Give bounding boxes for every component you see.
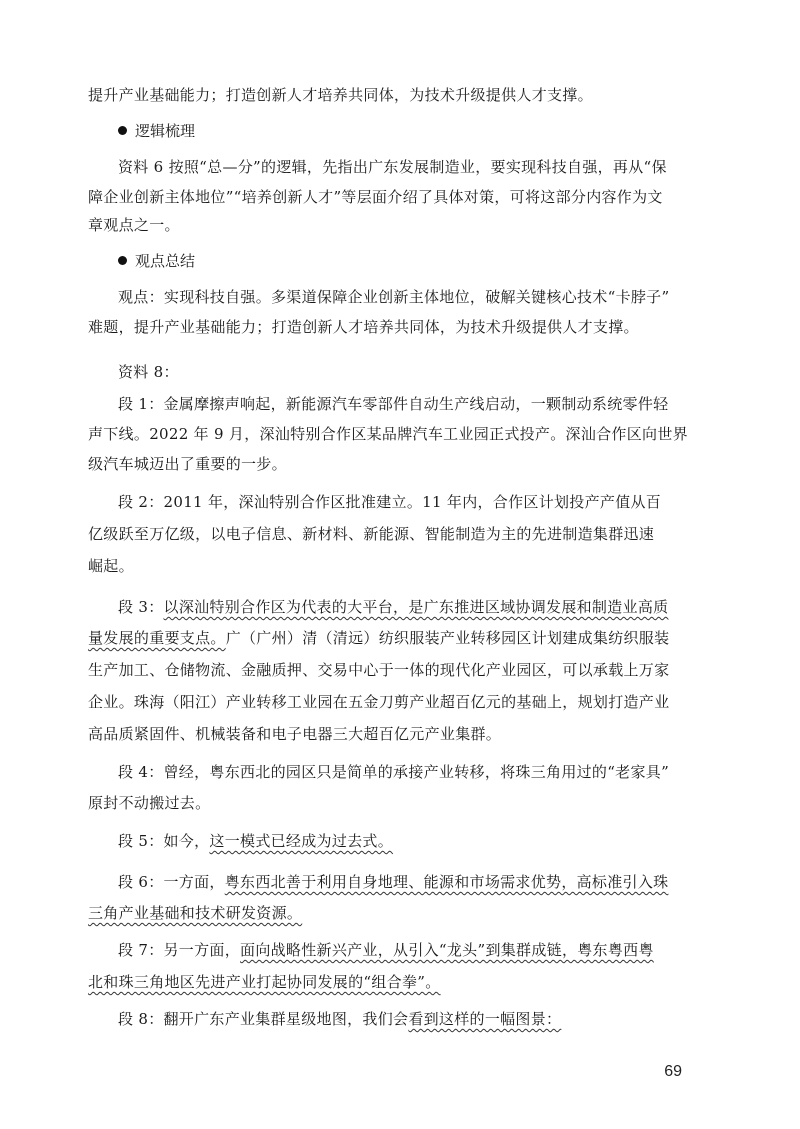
paragraph-1-line: 段 1：金属摩擦声响起，新能源汽车零部件自动生产线启动，一颗制动系统零件轻 bbox=[118, 395, 669, 413]
text-line: 资料 6 按照“总—分”的逻辑，先指出广东发展制造业，要实现科技自强，再从“保 bbox=[118, 158, 667, 176]
heading-label: 逻辑梳理 bbox=[135, 122, 196, 140]
underlined-text: 量发展的重要支点。 bbox=[88, 629, 226, 647]
paragraph-4-line: 原封不动搬过去。 bbox=[88, 794, 211, 812]
paragraph-7-line bbox=[118, 939, 708, 961]
text-line: 观点：实现科技自强。多渠道保障企业创新主体地位，破解关键核心技术“卡脖子” bbox=[118, 288, 670, 306]
text-line: 障企业创新主体地位”“培养创新人才”等层面介绍了具体对策，可将这部分内容作为文 bbox=[88, 188, 663, 206]
paragraph-3-line: 高品质紧固件、机械装备和电子电器三大超百亿元产业集群。 bbox=[88, 725, 502, 743]
text-line: 难题，提升产业基础能力；打造创新人才培养共同体，为技术升级提供人才支撑。 bbox=[88, 318, 639, 336]
section-heading-summary bbox=[118, 250, 195, 272]
paragraph-3-line bbox=[118, 596, 708, 618]
underlined-text: 北和珠三角地区先进产业打起协同发展的“组合拳”。 bbox=[88, 973, 441, 991]
page-number: 69 bbox=[664, 1063, 682, 1080]
paragraph-7-line bbox=[88, 971, 708, 993]
paragraph-8-line bbox=[118, 1008, 708, 1030]
paragraph-5-line bbox=[118, 830, 708, 852]
underlined-text: 面向战略性新兴产业，从引入“龙头”到集群成链，粤东粤西粤 bbox=[240, 941, 654, 959]
underlined-text: 三角产业基础和技术研发资源。 bbox=[88, 904, 303, 922]
bullet-icon bbox=[118, 256, 127, 265]
paragraph-4-line: 段 4：曾经，粤东西北的园区只是简单的承接产业转移，将珠三角用过的“老家具” bbox=[118, 763, 670, 781]
underlined-text: 看到这样的一幅图景： bbox=[408, 1010, 562, 1028]
material-heading: 资料 8： bbox=[118, 363, 179, 381]
bullet-icon bbox=[118, 126, 127, 135]
plain-text: 段 6：一方面， bbox=[118, 873, 225, 891]
paragraph-1-line: 级汽车城迈出了重要的一步。 bbox=[88, 455, 287, 473]
paragraph-3-line: 生产加工、仓储物流、金融质押、交易中心于一体的现代化产业园区，可以承载上万家 bbox=[88, 661, 670, 679]
paragraph-6-line bbox=[118, 871, 708, 893]
paragraph-2-line: 亿级跃至万亿级，以电子信息、新材料、新能源、智能制造为主的先进制造集群迅速 bbox=[88, 525, 655, 543]
paragraph-label: 段 3： bbox=[118, 598, 164, 616]
plain-text: 段 7：另一方面， bbox=[118, 941, 241, 959]
underlined-text: 这一模式已经成为过去式。 bbox=[209, 832, 394, 850]
text-line: 提升产业基础能力；打造创新人才培养共同体，为技术升级提供人才支撑。 bbox=[88, 86, 593, 104]
underlined-text: 粤东西北善于利用自身地理、能源和市场需求优势，高标准引入珠 bbox=[224, 873, 669, 891]
plain-text: 段 5：如今， bbox=[118, 832, 210, 850]
plain-text: 段 8：翻开广东产业集群星级地图，我们会 bbox=[118, 1010, 409, 1028]
plain-text: 广（广州）清（清远）纺织服装产业转移园区计划建成集纺织服装 bbox=[225, 629, 670, 647]
paragraph-2-line: 段 2：2011 年，深汕特别合作区批准建立。11 年内，合作区计划投产产值从百 bbox=[118, 493, 662, 511]
paragraph-3-line: 企业。珠海（阳江）产业转移工业园在五金刀剪产业超百亿元的基础上，规划打造产业 bbox=[88, 693, 670, 711]
text-line: 章观点之一。 bbox=[88, 216, 180, 234]
paragraph-2-line: 崛起。 bbox=[88, 557, 134, 575]
paragraph-1-line: 声下线。2022 年 9 月，深汕特别合作区某品牌汽车工业园正式投产。深汕合作区向世界 bbox=[88, 425, 688, 443]
section-heading-logic bbox=[118, 120, 195, 142]
paragraph-3-line bbox=[88, 627, 708, 649]
paragraph-6-line bbox=[88, 902, 708, 924]
heading-label: 观点总结 bbox=[135, 252, 196, 270]
underlined-text: 以深汕特别合作区为代表的大平台，是广东推进区域协调发展和制造业高质 bbox=[163, 598, 669, 616]
